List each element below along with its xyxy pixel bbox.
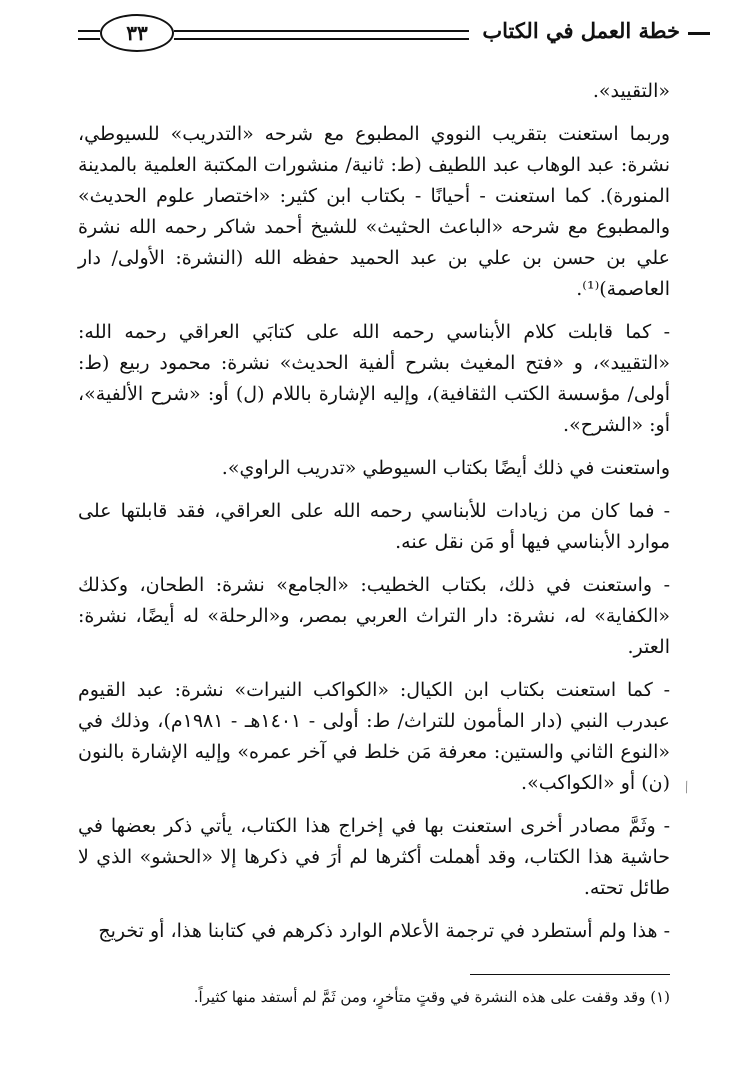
paragraph: - وثَمَّ مصادر أخرى استعنت بها في إخراج هذا الكتاب، يأتي ذكر بعضها في حاشية هذا الكتاب، وقد أهملت أكثرها لم أرَ في ذكرها إلا «الحشو» الذي لا طائل تحته. — [78, 815, 670, 899]
paragraph: «التقييد». — [592, 80, 670, 102]
paragraph: - هذا ولم أستطرد في ترجمة الأعلام الوارد ذكرهم في كتابنا هذا، أو تخريج — [98, 920, 670, 942]
running-header — [78, 6, 680, 62]
page-number: ٣٣ — [100, 14, 174, 52]
paragraph: وربما استعنت بتقريب النووي المطبوع مع شرحه «التدريب» للسيوطي، نشرة: عبد الوهاب عبد اللطيف (ط: ثانية/ منشورات المكتبة العلمية بالمدينة المنورة). كما استعنت - أحيانًا - بكتاب ابن كثير: «اختصار علوم الحديث» والمطبوع مع شرحه «الباعث الحثيث» للشيخ أحمد شاكر رحمه الله نشرة علي بن حسن بن علي بن عبد الحميد حفظه الله (النشرة: الأولى/ دار العاصمة)⁽¹⁾. — [78, 123, 670, 300]
chapter-title: خطة العمل في الكتاب — [482, 18, 680, 43]
header-double-rule — [174, 30, 469, 40]
header-dash-right — [688, 32, 710, 35]
main-text — [78, 76, 670, 959]
margin-pencil-mark: ⁄ — [682, 780, 693, 796]
paragraph: - كما استعنت بكتاب ابن الكيال: «الكواكب النيرات» نشرة: عبد القيوم عبدرب النبي (دار المأمون للتراث/ ط: أولى - ١٤٠١هـ - ١٩٨١م)، وذلك في «النوع الثاني والستين: معرفة مَن خلط في آخر عمره» وإليه الإشارة بالنون (ن) أو «الكواكب». — [78, 679, 670, 794]
footnote: (١) وقد وقفت على هذه النشرة في وقتٍ متأخرٍ، ومن ثَمَّ لم أستفد منها كثيراً. — [193, 988, 670, 1006]
header-dash-left — [78, 30, 100, 40]
footnote-separator — [470, 974, 670, 975]
paragraph: واستعنت في ذلك أيضًا بكتاب السيوطي «تدريب الراوي». — [221, 457, 670, 479]
paragraph: - واستعنت في ذلك، بكتاب الخطيب: «الجامع» نشرة: الطحان، وكذلك «الكفاية» له، نشرة: دار التراث العربي بمصر، و«الرحلة» له أيضًا، نشرة: العتر. — [78, 574, 670, 658]
paragraph: - فما كان من زيادات للأبناسي رحمه الله على العراقي، فقد قابلتها على موارد الأبناسي فيها أو مَن نقل عنه. — [78, 500, 670, 553]
paragraph: - كما قابلت كلام الأبناسي رحمه الله على كتابَي العراقي رحمه الله: «التقييد»، و «فتح المغيث بشرح ألفية الحديث» نشرة: محمود ربيع (ط: أولى/ مؤسسة الكتب الثقافية)، وإليه الإشارة باللام (ل) أو: «شرح الألفية»، أو: «الشرح». — [78, 321, 670, 436]
